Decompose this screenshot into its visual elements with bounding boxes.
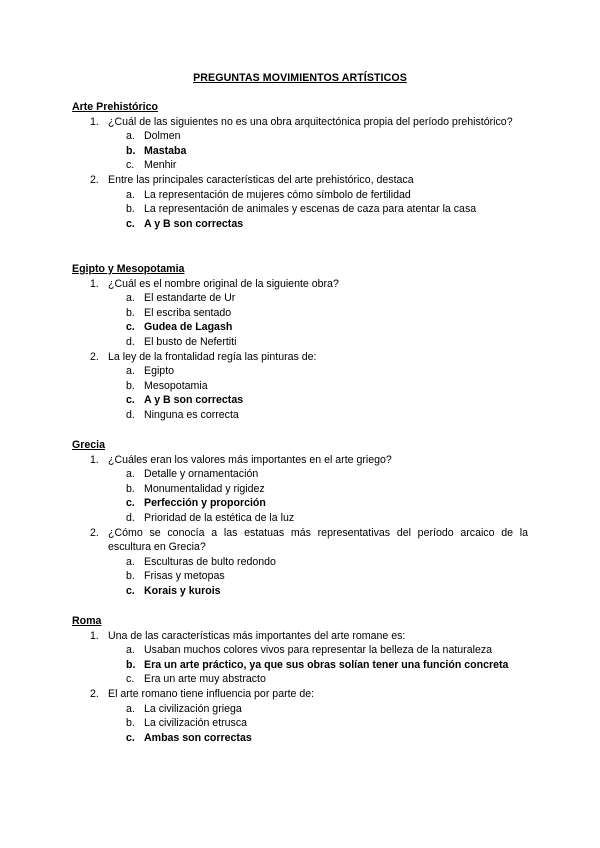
option: [72, 188, 528, 203]
question-text: Entre las principales características del arte prehistórico, destaca: [108, 173, 414, 186]
option: [72, 291, 528, 306]
question-number: 1.: [90, 629, 99, 642]
option-text: El estandarte de Ur: [144, 292, 236, 305]
option-letter: c.: [126, 731, 135, 744]
option: [72, 482, 528, 497]
section-arte-prehistorico: [72, 100, 528, 231]
option: [72, 569, 528, 584]
question-number: 2.: [90, 687, 99, 700]
option-letter: a.: [126, 468, 135, 481]
option-letter: a.: [126, 702, 135, 715]
options-list: [72, 643, 528, 687]
question-number: 1.: [90, 277, 99, 290]
option-letter: d.: [126, 335, 135, 348]
option-text: Gudea de Lagash: [144, 321, 233, 334]
question-text: Una de las características más importantes del arte romane es:: [108, 629, 406, 642]
document-title: PREGUNTAS MOVIMIENTOS ARTÍSTICOS: [193, 72, 407, 84]
option-letter: a.: [126, 130, 135, 143]
option-text: Era un arte práctico, ya que sus obras solían tener una función concreta: [144, 658, 509, 671]
question-text: ¿Cuál de las siguientes no es una obra arquitectónica propia del período prehistórico?: [108, 115, 513, 128]
option-text: Egipto: [144, 365, 175, 378]
option: [72, 379, 528, 394]
section-roma: [72, 614, 528, 745]
options-list: [72, 129, 528, 173]
section-title: Arte Prehistórico: [72, 101, 158, 113]
option-letter: a.: [126, 292, 135, 305]
option-text: La civilización griega: [144, 702, 242, 715]
option-letter: c.: [126, 394, 135, 407]
option-text: La representación de animales y escenas de caza para atentar la casa: [144, 203, 477, 216]
option-letter: c.: [126, 497, 135, 510]
option: [72, 716, 528, 731]
option-text: A y B son correctas: [144, 394, 244, 407]
option-letter: c.: [126, 159, 135, 172]
question-text: ¿Cómo se conocía a las estatuas más representativas del período arcaico de la escultura en Grecia?: [108, 526, 528, 554]
option-letter: a.: [126, 188, 135, 201]
option-text: A y B son correctas: [144, 217, 244, 230]
option: [72, 467, 528, 482]
option-text: Esculturas de bulto redondo: [144, 555, 276, 568]
correct-option: [72, 393, 528, 408]
option: [72, 555, 528, 570]
option-text: Monumentalidad y rigidez: [144, 482, 265, 495]
option: [72, 672, 528, 687]
option-text: La representación de mujeres cómo símbolo de fertilidad: [144, 188, 411, 201]
option: [72, 335, 528, 350]
option-text: Prioridad de la estética de la luz: [144, 511, 295, 524]
option: [72, 306, 528, 321]
option-letter: d.: [126, 511, 135, 524]
question: [72, 526, 528, 555]
section-egipto-mesopotamia: [72, 262, 528, 423]
option-letter: c.: [126, 321, 135, 334]
option-text: Menhir: [144, 159, 177, 172]
option-text: Ninguna es correcta: [144, 408, 239, 421]
question: [72, 350, 528, 365]
option-letter: b.: [126, 717, 135, 730]
option-text: Dolmen: [144, 130, 181, 143]
options-list: [72, 188, 528, 232]
question-number: 2.: [90, 350, 99, 363]
question: [72, 687, 528, 702]
question: [72, 453, 528, 468]
option-text: Mastaba: [144, 144, 187, 157]
section-grecia: [72, 438, 528, 599]
option-text: Perfección y proporción: [144, 497, 266, 510]
question-number: 1.: [90, 453, 99, 466]
option-text: El busto de Nefertiti: [144, 335, 237, 348]
option-letter: c.: [126, 673, 135, 686]
options-list: [72, 702, 528, 746]
question: [72, 277, 528, 292]
section-title: Roma: [72, 615, 102, 627]
option-letter: c.: [126, 584, 135, 597]
option-letter: b.: [126, 570, 135, 583]
option: [72, 364, 528, 379]
option-letter: c.: [126, 217, 135, 230]
question-text: ¿Cuáles eran los valores más importantes en el arte griego?: [108, 453, 392, 466]
correct-option: [72, 658, 528, 673]
option-letter: b.: [126, 658, 136, 671]
option-text: Era un arte muy abstracto: [144, 673, 266, 686]
question-text: El arte romano tiene influencia por parte de:: [108, 687, 315, 700]
option-text: Detalle y ornamentación: [144, 468, 259, 481]
question: [72, 629, 528, 644]
option: [72, 702, 528, 717]
correct-option: [72, 731, 528, 746]
question-number: 1.: [90, 115, 99, 128]
option-text: Usaban muchos colores vivos para representar la belleza de la naturaleza: [144, 644, 493, 657]
question: [72, 173, 528, 188]
section-title: Grecia: [72, 439, 105, 451]
option-letter: b.: [126, 379, 135, 392]
option-letter: b.: [126, 203, 135, 216]
correct-option: [72, 144, 528, 159]
option: [72, 643, 528, 658]
correct-option: [72, 584, 528, 599]
option-text: La civilización etrusca: [144, 717, 248, 730]
option-text: Korais y kurois: [144, 584, 221, 597]
options-list: [72, 364, 528, 422]
options-list: [72, 291, 528, 349]
question-text: ¿Cuál es el nombre original de la siguiente obra?: [108, 277, 339, 290]
section-title: Egipto y Mesopotamia: [72, 263, 185, 275]
question-number: 2.: [90, 526, 99, 539]
question: [72, 115, 528, 130]
option-text: Mesopotamia: [144, 379, 208, 392]
option-letter: a.: [126, 365, 135, 378]
question-text: La ley de la frontalidad regía las pinturas de:: [108, 350, 317, 363]
option-text: Frisas y metopas: [144, 570, 225, 583]
option: [72, 129, 528, 144]
option-letter: a.: [126, 644, 135, 657]
option: [72, 202, 528, 217]
correct-option: [72, 496, 528, 511]
option-letter: b.: [126, 144, 136, 157]
option-letter: a.: [126, 555, 135, 568]
correct-option: [72, 217, 528, 232]
option: [72, 408, 528, 423]
option-letter: b.: [126, 482, 135, 495]
option-text: Ambas son correctas: [144, 731, 252, 744]
option-letter: d.: [126, 408, 135, 421]
correct-option: [72, 320, 528, 335]
option: [72, 158, 528, 173]
option-text: El escriba sentado: [144, 306, 232, 319]
options-list: [72, 555, 528, 599]
question-number: 2.: [90, 173, 99, 186]
option-letter: b.: [126, 306, 135, 319]
option: [72, 511, 528, 526]
options-list: [72, 467, 528, 525]
